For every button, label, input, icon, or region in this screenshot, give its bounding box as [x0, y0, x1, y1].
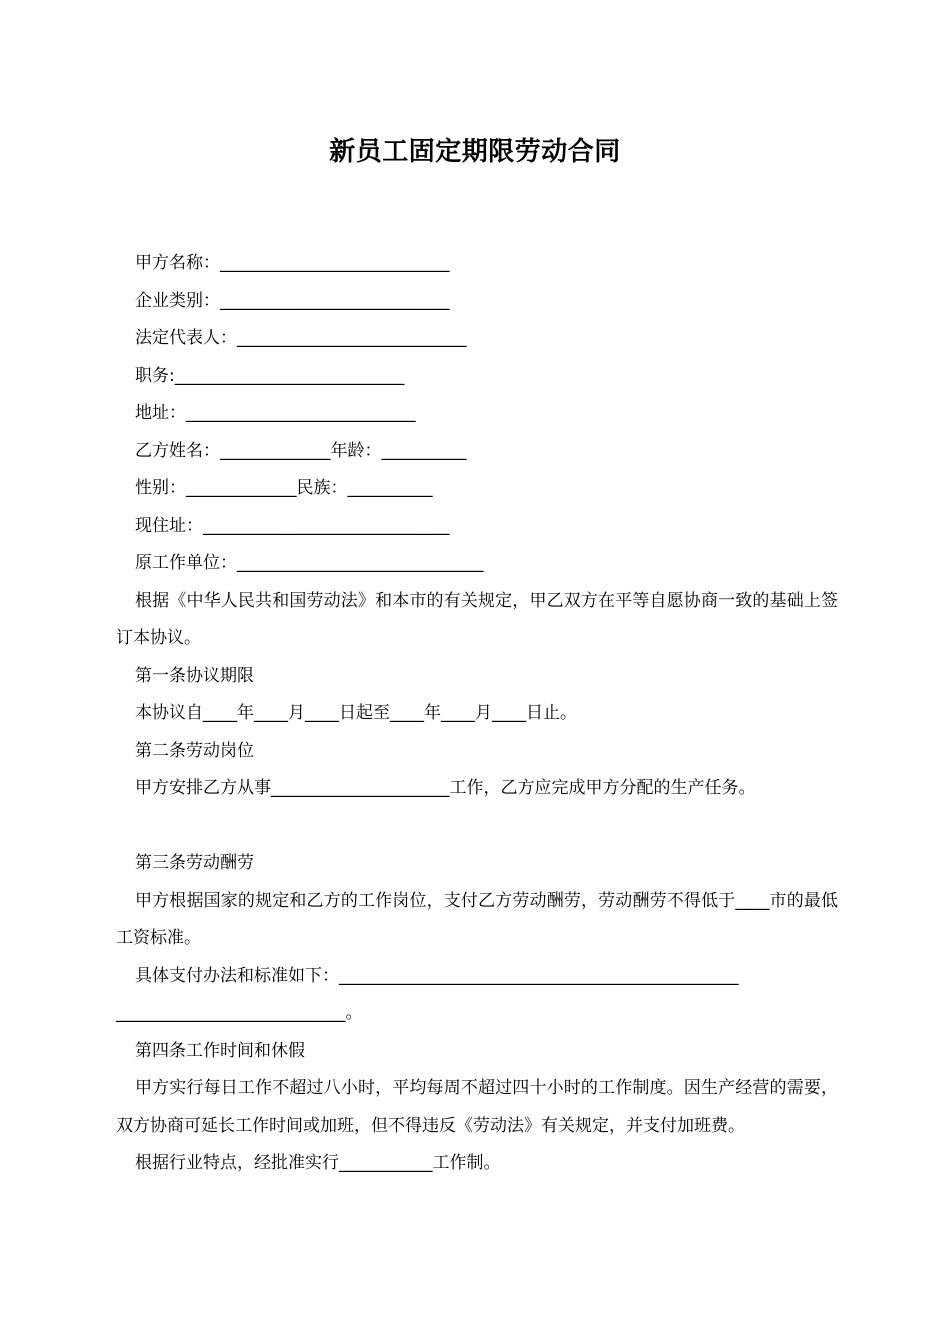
company-type-field: 企业类别：___________________________ — [135, 290, 450, 311]
spacer — [116, 808, 838, 846]
current-address-field: 现住址：_____________________________ — [135, 515, 450, 536]
gender-ethnicity-field: 性别：_____________民族：__________ — [135, 478, 433, 498]
intro-paragraph: 根据《中华人民共和国劳动法》和本市的有关规定，甲乙双方在平等自愿协商一致的基础上签订本协议。 — [116, 590, 838, 648]
article-3-text-2-line-1: 具体支付办法和标准如下：_______________________________________________ — [135, 965, 739, 986]
document-body — [116, 245, 838, 1183]
document-title: 新员工固定期限劳动合同 — [329, 137, 621, 167]
article-3-heading: 第三条劳动酬劳 — [135, 853, 254, 873]
legal-rep-field: 法定代表人：___________________________ — [135, 328, 467, 348]
article-2-heading: 第二条劳动岗位 — [135, 740, 254, 761]
article-4-text-2: 根据行业特点，经批准实行___________工作制。 — [135, 1153, 501, 1173]
article-2-text: 甲方安排乙方从事_____________________工作，乙方应完成甲方分配的生产任务。 — [135, 778, 756, 798]
position-field: 职务:___________________________ — [135, 365, 405, 386]
article-3-text-1: 甲方根据国家的规定和乙方的工作岗位，支付乙方劳动酬劳，劳动酬劳不得低于____市的最低工资标准。 — [116, 890, 838, 948]
article-3-text-2-line-2: ___________________________。 — [116, 1003, 363, 1023]
former-employer-field: 原工作单位：_____________________________ — [135, 553, 484, 573]
address-field: 地址：___________________________ — [135, 403, 416, 423]
article-1-text: 本协议自____年____月____日起至____年____月____日止。 — [135, 703, 577, 723]
party-a-name-field: 甲方名称：___________________________ — [135, 253, 450, 273]
article-1-heading: 第一条协议期限 — [135, 665, 254, 686]
article-4-text-1: 甲方实行每日工作不超过八小时，平均每周不超过四十小时的工作制度。因生产经营的需要，双方协商可延长工作时间或加班，但不得违反《劳动法》有关规定，并支付加班费。 — [116, 1078, 838, 1136]
article-4-heading: 第四条工作时间和休假 — [135, 1040, 305, 1061]
party-b-name-age-field: 乙方姓名：_____________年龄：__________ — [135, 440, 467, 461]
